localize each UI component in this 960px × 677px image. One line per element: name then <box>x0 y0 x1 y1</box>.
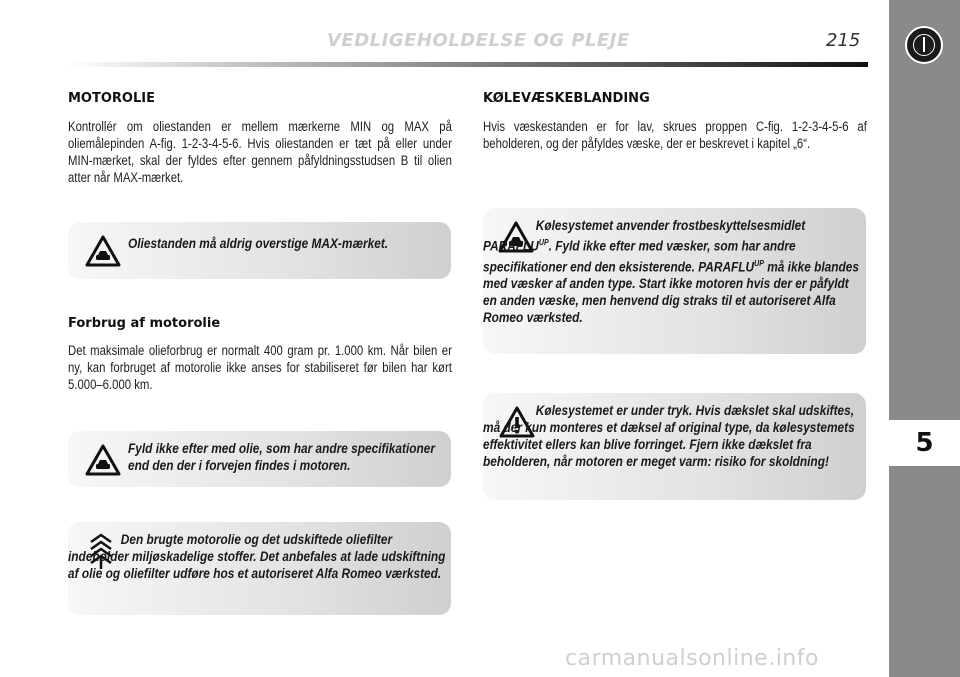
header-rule <box>68 62 868 67</box>
note-max-text: Oliestanden må aldrig overstige MAX-mærket. <box>128 236 389 251</box>
kolevaeske-heading: KØLEVÆSKEBLANDING <box>483 91 650 106</box>
motorolie-paragraph: Kontrollér om oliestanden er mellem mærkerne MIN og MAX på oliemålepinden A-fig. 1-2-3-4-5-6. Hvis oliestanden er tæt på eller under MIN-mærket, skal der fyldes efter gennem påfyldningsstudsen B til olien atter når MAX-mærket. <box>68 119 452 185</box>
kolevaeske-paragraph: Hvis væskestanden er for lav, skrues proppen C-fig. 1-2-3-4-5-6 af beholderen, og der påfyldes væske, der er beskrevet i kapitel „6“. <box>483 119 867 151</box>
warning-car-icon <box>85 234 121 268</box>
note-box-fyld <box>68 431 451 487</box>
note-paraflu-text: Kølesystemet anvender frostbeskyttelsesmidlet $PARAFLU^{UP}$. Fyld ikke efter med væsker, som har andre specifikationer end den eksisterende. $PARAFLU^{UP}$ må ikke blandes med væsker af anden type. Start ikke motoren hvis der er påfyldt en anden væske, men henvend dig straks til et autoriseret Alfa Romeo værksted. <box>483 218 860 325</box>
page-number: 215 <box>826 30 861 51</box>
alfa-romeo-logo-icon <box>905 26 943 64</box>
chapter-number-tab: 5 <box>889 420 960 466</box>
forbrug-heading: Forbrug af motorolie <box>68 316 221 331</box>
note-box-tryk <box>483 393 866 500</box>
note-fyld-text: Fyld ikke efter med olie, som har andre specifikationer end den der i forvejen findes i motoren. <box>128 441 436 473</box>
warning-car-icon <box>85 443 121 477</box>
note-tryk-text: Kølesystemet er under tryk. Hvis dækslet skal udskiftes, må der kun monteres et dæksel af original type, da kølesystemets effektivitet ellers kan blive forringet. Fjern ikke dækslet fra beholderen, når motoren er meget varm: risiko for skoldning! <box>483 403 855 469</box>
forbrug-paragraph: Det maksimale olieforbrug er normalt 400 gram pr. 1.000 km. Når bilen er ny, kan forbruget af motorolie ikke anses for stabiliseret før bilen har kørt 5.000–6.000 km. <box>68 343 452 392</box>
note-box-paraflu <box>483 208 866 354</box>
motorolie-heading: MOTOROLIE <box>68 91 155 106</box>
note-box-max <box>68 222 451 279</box>
chapter-sidebar <box>889 0 960 677</box>
note-box-miljo <box>68 522 451 615</box>
note-miljo-text: Den brugte motorolie og det udskiftede oliefilter indeholder miljøskadelige stoffer. Det anbefales at lade udskiftning af olie og oliefilter udføre hos et autoriseret Alfa Romeo værksted. <box>68 532 446 581</box>
page-header-title: VEDLIGEHOLDELSE OG PLEJE <box>327 30 630 51</box>
watermark: carmanualsonline.info <box>565 646 819 671</box>
